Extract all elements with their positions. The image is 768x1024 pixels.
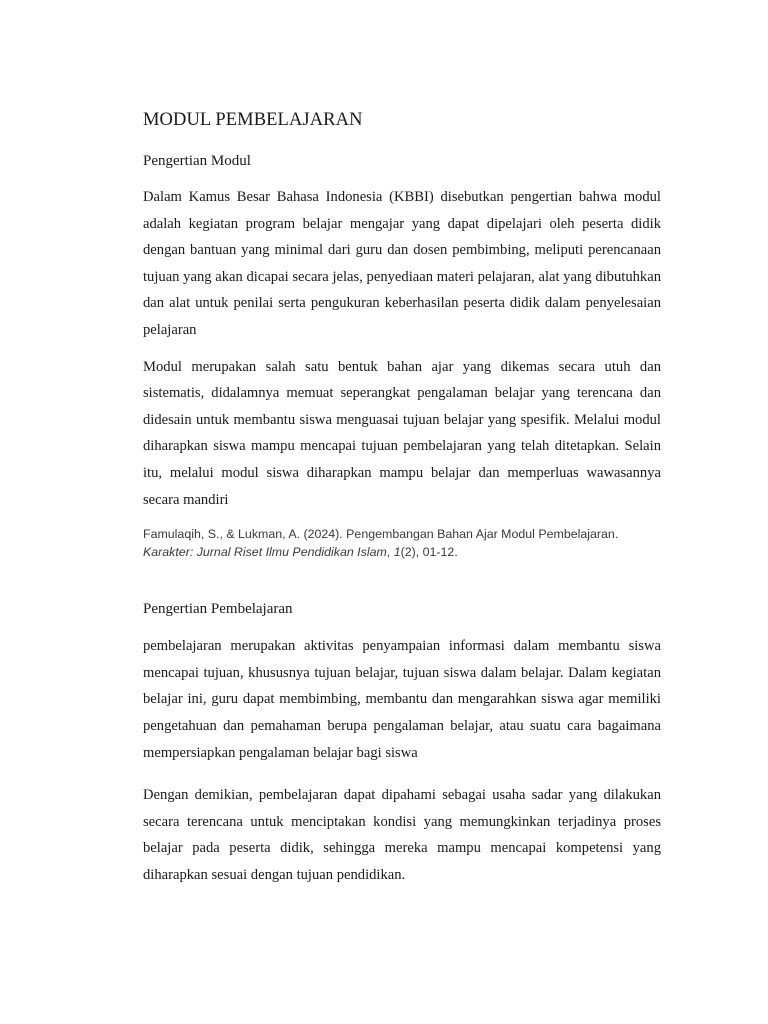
section-pengertian-modul	[143, 151, 661, 561]
citation-authors-title: Famulaqih, S., & Lukman, A. (2024). Pengembangan Bahan Ajar Modul Pembelajaran.	[143, 527, 619, 542]
section-pengertian-pembelajaran	[143, 599, 661, 888]
section-heading: Pengertian Pembelajaran	[143, 601, 293, 618]
document-title: MODUL PEMBELAJARAN	[143, 110, 363, 130]
paragraph: Dalam Kamus Besar Bahasa Indonesia (KBBI) disebutkan pengertian bahwa modul adalah kegiatan program belajar mengajar yang dapat dipelajari oleh peserta didik dengan bantuan yang minimal dari guru dan dosen pembimbing, meliputi perencanaan tujuan yang akan dicapai secara jelas, penyediaan materi pelajaran, alat yang dibutuhkan dan alat untuk penilai serta pengukuran keberhasilan peserta didik dalam penyelesaian pelajaran	[143, 189, 661, 338]
citation	[143, 525, 661, 561]
citation-separator: ,	[386, 545, 394, 560]
paragraph: Dengan demikian, pembelajaran dapat dipahami sebagai usaha sadar yang dilakukan secara terencana untuk menciptakan kondisi yang memungkinkan terjadinya proses belajar pada peserta didik, sehingga mereka mampu mencapai kompetensi yang diharapkan sesuai dengan tujuan pendidikan.	[143, 787, 661, 883]
paragraph: pembelajaran merupakan aktivitas penyampaian informasi dalam membantu siswa mencapai tujuan, khususnya tujuan belajar, tujuan siswa dalam belajar. Dalam kegiatan belajar ini, guru dapat membimbing, membantu dan mengarahkan siswa agar memiliki pengetahuan dan pemahaman berupa pengalaman belajar, atau suatu cara bagaimana mempersiapkan pengalaman belajar bagi siswa	[143, 638, 661, 761]
citation-issue-pages: (2), 01-12.	[400, 545, 458, 560]
citation-volume: 1	[393, 545, 401, 560]
citation-journal: Karakter: Jurnal Riset Ilmu Pendidikan Islam	[143, 545, 387, 560]
paragraph: Modul merupakan salah satu bentuk bahan ajar yang dikemas secara utuh dan sistematis, didalamnya memuat seperangkat pengalaman belajar yang terencana dan didesain untuk membantu siswa menguasai tujuan belajar yang spesifik. Melalui modul diharapkan siswa mampu mencapai tujuan pembelajaran yang telah ditetapkan. Selain itu, melalui modul siswa diharapkan mampu belajar dan memperluas wawasannya secara mandiri	[143, 358, 661, 508]
section-heading: Pengertian Modul	[143, 153, 251, 169]
document-body	[143, 108, 661, 898]
